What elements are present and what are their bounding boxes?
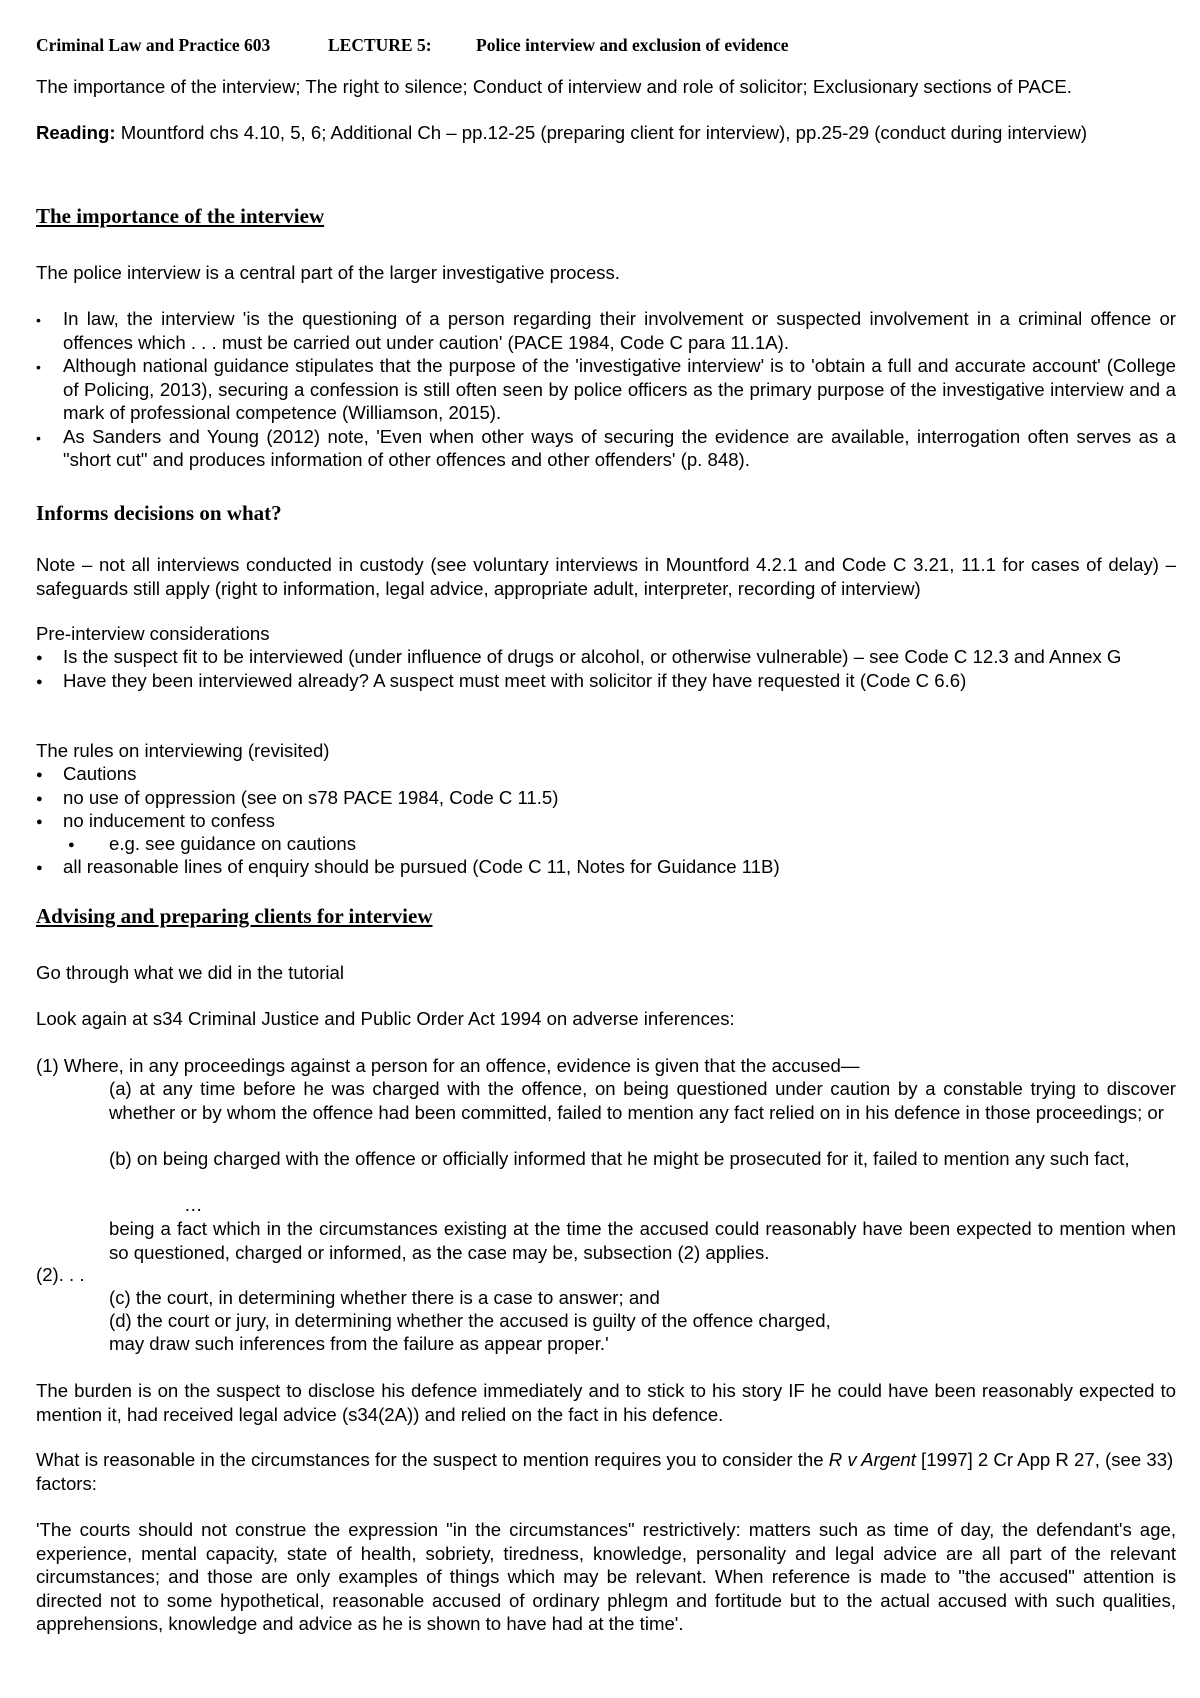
course-title: Criminal Law and Practice 603	[36, 35, 271, 55]
statute-subsection-2: (2). . .	[36, 1264, 85, 1285]
statute-para-c: (c) the court, in determining whether there is a case to answer; and	[109, 1287, 660, 1308]
list-item: ● no use of oppression (see on s78 PACE 1984, Code C 11.5)	[36, 786, 1176, 810]
section-heading-advising: Advising and preparing clients for interview	[36, 904, 433, 928]
statute-being-clause: being a fact which in the circumstances existing at the time the accused could reasonably have been expected to mention when so questioned, charged or informed, as the case may be, subsection (2) applies.	[109, 1218, 1176, 1263]
document-page	[36, 0, 1176, 1634]
importance-intro: The police interview is a central part of the larger investigative process.	[36, 262, 620, 283]
tutorial-line: Go through what we did in the tutorial	[36, 962, 345, 983]
lecture-title: Police interview and exclusion of evidence	[476, 35, 789, 55]
list-item: ● all reasonable lines of enquiry should be pursued (Code C 11, Notes for Guidance 11B)	[36, 855, 1176, 879]
list-item: ● Is the suspect fit to be interviewed (under influence of drugs or alcohol, or otherwise vulnerable) – see Code C 12.3 and Annex G	[36, 645, 1176, 669]
burden-paragraph: The burden is on the suspect to disclose his defence immediately and to stick to his story IF he could have been reasonably expected to mention it, had received legal advice (s34(2A)) and relied on the fact in his defence.	[36, 1380, 1176, 1425]
rules-label: The rules on interviewing (revisited)	[36, 740, 330, 761]
list-item: • In law, the interview 'is the questioning of a person regarding their involvement or suspected involvement in a criminal offence or offences which . . . must be carried out under caution' (PACE 1984, Code C para 11.1A).	[36, 307, 1176, 354]
statute-para-b: (b) on being charged with the offence or officially informed that he might be prosecuted for it, failed to mention any such fact,	[109, 1148, 1130, 1169]
argent-quote: 'The courts should not construe the expression "in the circumstances" restrictively: matters such as time of day, the defendant's age, experience, mental capacity, state of health, sobriety, tiredness, knowledge, personality and legal advice are all part of the relevant circumstances; and those are only examples of things which may be relevant. When reference is made to "the accused" attention is directed not to some hypothetical, reasonable accused of ordinary phlegm and fortitude but to the actual accused with such qualities, apprehensions, knowledge and advice as he is shown to have had at the time'.	[36, 1519, 1176, 1634]
list-item: • Although national guidance stipulates that the purpose of the 'investigative interview' is to 'obtain a full and accurate account' (College of Policing, 2013), securing a confession is still often seen by police officers as the primary purpose of the investigative interview and a mark of professional competence (Williamson, 2015).	[36, 354, 1176, 425]
look-again-line: Look again at s34 Criminal Justice and Public Order Act 1994 on adverse inferences:	[36, 1008, 735, 1029]
importance-bullet-list	[36, 307, 1176, 472]
topics-line: The importance of the interview; The right to silence; Conduct of interview and role of solicitor; Exclusionary sections of PACE.	[36, 76, 1072, 97]
pre-interview-list	[36, 645, 1176, 692]
reading-paragraph	[36, 121, 1176, 145]
list-item: ● Have they been interviewed already? A suspect must meet with solicitor if they have requested it (Code C 6.6)	[36, 669, 1176, 693]
case-citation: R v Argent	[828, 1449, 916, 1470]
custody-note: Note – not all interviews conducted in custody (see voluntary interviews in Mountford 4.2.1 and Code C 3.21, 11.1 for cases of delay) – safeguards still apply (right to information, legal advice, appropriate adult, interpreter, recording of interview)	[36, 554, 1176, 599]
rules-list-last	[36, 855, 1176, 879]
reading-text: Mountford chs 4.10, 5, 6; Additional Ch – pp.12-25 (preparing client for interview), pp.25-29 (conduct during interview)	[115, 122, 1088, 143]
statute-para-d: (d) the court or jury, in determining whether the accused is guilty of the offence charged,	[109, 1310, 831, 1331]
pre-interview-label: Pre-interview considerations	[36, 623, 270, 644]
statute-subsection-1: (1) Where, in any proceedings against a person for an offence, evidence is given that the accused—	[36, 1055, 860, 1076]
rules-list	[36, 762, 1176, 833]
lecture-number: LECTURE 5:	[328, 35, 432, 55]
statute-inference-line: may draw such inferences from the failure as appear proper.'	[109, 1333, 609, 1354]
list-item: ● Cautions	[36, 762, 1176, 786]
section-heading-informs: Informs decisions on what?	[36, 501, 282, 525]
statute-para-a: (a) at any time before he was charged with the offence, on being questioned under caution by a constable trying to discover whether or by whom the offence had been committed, failed to mention any fact relied on in his defence in those proceedings; or	[109, 1078, 1176, 1123]
rules-sub-item: ● e.g. see guidance on cautions	[36, 832, 1200, 856]
list-item: • As Sanders and Young (2012) note, 'Even when other ways of securing the evidence are available, interrogation often serves as a "short cut" and produces information of other offences and other offenders' (p. 848).	[36, 425, 1176, 472]
reasonable-paragraph: What is reasonable in the circumstances for the suspect to mention requires you to consider the R v Argent [1997] 2 Cr App R 27, (see 33) factors:	[36, 1449, 1174, 1494]
list-item: ● no inducement to confess	[36, 809, 1176, 833]
section-heading-importance: The importance of the interview	[36, 204, 325, 228]
statute-ellipsis: …	[184, 1194, 203, 1215]
reading-label: Reading:	[36, 122, 116, 143]
